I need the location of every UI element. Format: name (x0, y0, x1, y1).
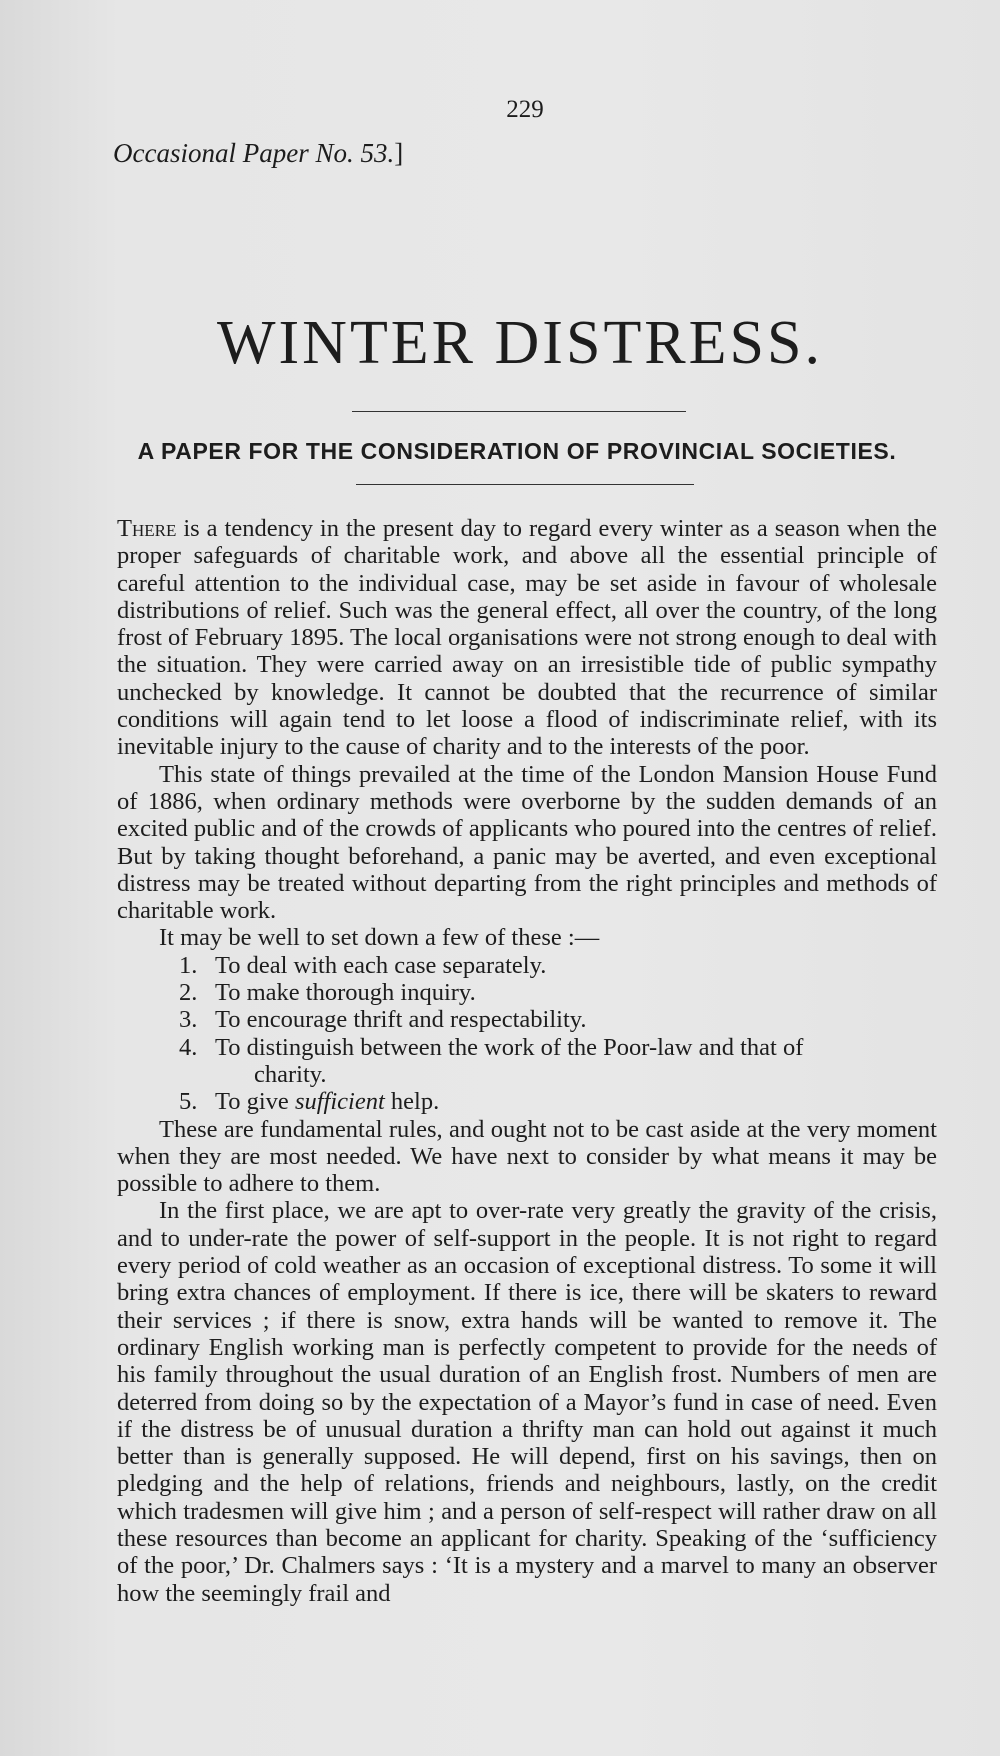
document-subtitle: A PAPER FOR THE CONSIDERATION OF PROVINCIAL SOCIETIES. (137, 438, 897, 464)
list-item-emphasis: sufficient (294, 1088, 385, 1116)
list-item-text: To distinguish between the work of the Poor-law and that of (215, 1033, 804, 1061)
paragraph (117, 515, 937, 761)
list-item-number: 1. (179, 951, 198, 979)
list-item-text: To make thorough inquiry. (215, 979, 476, 1007)
list-item (117, 1034, 937, 1089)
paragraph: It may be well to set down a few of these :— (159, 924, 600, 952)
title-divider-top (352, 411, 686, 412)
paragraph-text: is a tendency in the present day to regard every winter as a season when the proper safeguards of charitable work, and above all the essential principle of careful attention to the individual case, may be set aside in favour of wholesale distributions of relief. Such was the general effect, all over the country, of the long frost of February 1895. The local organisations were not strong enough to deal with the situation. They were carried away on an irresistible tide of public sympathy unchecked by knowledge. It cannot be doubted that the recurrence of similar conditions will again tend to let loose a flood of indiscriminate relief, with its inevitable injury to the cause of charity and to the interests of the poor. (117, 515, 937, 761)
document-title: WINTER DISTRESS. (217, 309, 823, 377)
list-item-text: To deal with each case separately. (215, 951, 547, 979)
series-bracket: ] (394, 138, 404, 168)
list-item-number: 3. (179, 1006, 198, 1034)
list-item-number: 5. (179, 1088, 198, 1116)
list-item-number: 2. (179, 979, 198, 1007)
list-item (117, 952, 937, 979)
paragraph: In the first place, we are apt to over-rate very greatly the gravity of the crisis, and to under-rate the power of self-support in the people. It is not right to regard every period of cold weather as an occasion of exceptional distress. To some it will bring extra chances of employment. If there is ice, there will be skaters to reward their services ; if there is snow, extra hands will be wanted to remove it. The ordinary English working man is perfectly competent to provide for the needs of his family throughout the usual duration of an English frost. Numbers of men are deterred from doing so by the expectation of a Mayor’s fund in case of need. Even if the distress be of unusual duration a thrifty man can hold out against it much better than is generally supposed. He will depend, first on his savings, then on pledging and the help of relations, friends and neighbours, lastly, on the credit which tradesmen will give him ; and a person of self-respect will rather draw on all these resources than become an applicant for charity. Speaking of the ‘sufficiency of the poor,’ Dr. Chalmers says : ‘It is a mystery and a marvel to many an observer how the seemingly frail and (117, 1197, 937, 1607)
list-item (117, 1088, 937, 1115)
paragraph: This state of things prevailed at the time of the London Mansion House Fund of 1886, when ordinary methods were overborne by the sudden demands of an excited public and of the crowds of applicants who poured into the centres of relief. But by taking thought beforehand, a panic may be averted, and even exceptional distress may be treated without departing from the right principles and methods of charitable work. (117, 760, 937, 925)
page-number: 229 (506, 96, 544, 123)
list-item-number: 4. (179, 1033, 198, 1061)
series-reference (113, 138, 403, 169)
list-item-continuation: charity. (254, 1060, 327, 1088)
principles-list (117, 952, 937, 1116)
list-item (117, 979, 937, 1006)
list-item (117, 1006, 937, 1033)
list-item-text-after: help. (384, 1088, 440, 1116)
list-item-text: To encourage thrift and respectability. (215, 1006, 587, 1034)
body-text (117, 515, 937, 1607)
series-title: Occasional Paper No. 53. (113, 138, 395, 168)
paragraph: These are fundamental rules, and ought not to be cast aside at the very moment when they are most needed. We have next to consider by what means it may be possible to adhere to them. (117, 1115, 937, 1198)
list-item-text: To give (215, 1088, 295, 1116)
title-divider-bottom (356, 484, 694, 485)
paragraph-lead-word: There (117, 515, 177, 542)
